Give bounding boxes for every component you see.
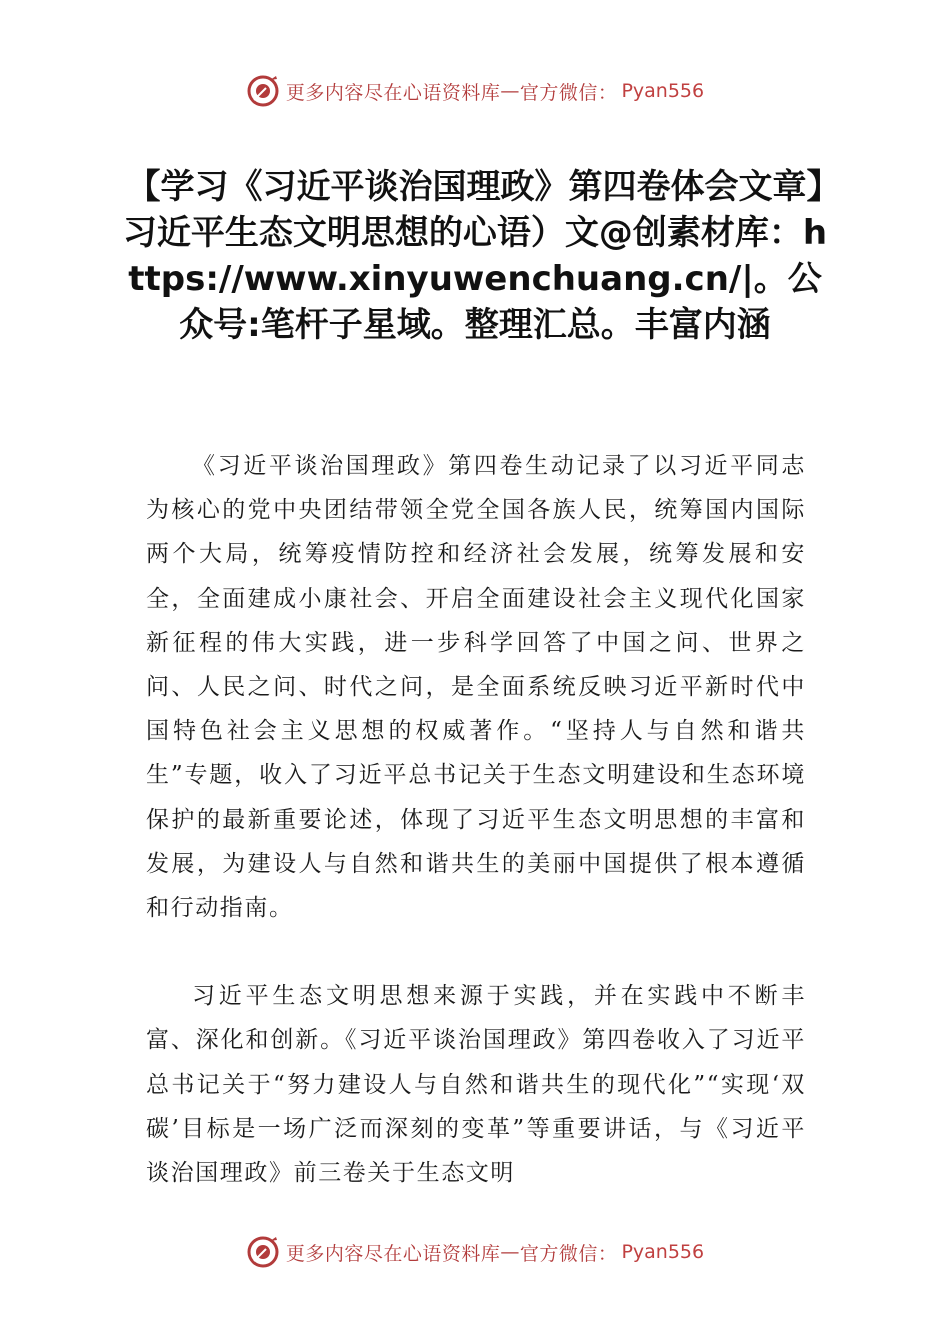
document-title: 【学习《习近平谈治国理政》第四卷体会文章】习近平生态文明思想的心语）文@创素材库：https://www.xinyuwenchuang.cn/|。公众号:笔杆子星域。整理汇总。丰富内涵 [122, 167, 828, 345]
footer-banner-main: 更多内容尽在心语资料库 [285, 1242, 501, 1265]
header-banner-wechat-label: 官方微信： [519, 81, 618, 104]
header-banner [0, 71, 950, 111]
footer-banner-separator: — [500, 1241, 520, 1263]
paragraph-1: 《习近平谈治国理政》第四卷生动记录了以习近平同志为核心的党中央团结带领全党全国各族人民，统筹国内国际两个大局，统筹疫情防控和经济社会发展，统筹发展和安全，全面建成小康社会、开启全面建设社会主义现代化国家新征程的伟大实践，进一步科学回答了中国之问、世界之问、人民之问、时代之问，是全面系统反映习近平新时代中国特色社会主义思想的权威著作。“坚持人与自然和谐共生”专题，收入了习近平总书记关于生态文明建设和生态环境保护的最新重要论述，体现了习近平生态文明思想的丰富和发展，为建设人与自然和谐共生的美丽中国提供了根本遵循和行动指南。 [146, 453, 806, 922]
header-banner-separator: — [500, 80, 520, 102]
paragraph-2: 习近平生态文明思想来源于实践，并在实践中不断丰富、深化和创新。《习近平谈治国理政》第四卷收入了习近平总书记关于“努力建设人与自然和谐共生的现代化”“实现‘双碳’目标是一场广泛而深刻的变革”等重要讲话，与《习近平谈治国理政》前三卷关于生态文明 [146, 983, 806, 1187]
header-banner-wechat-id: Pyan556 [621, 80, 705, 102]
header-banner-main: 更多内容尽在心语资料库 [285, 81, 501, 104]
document-body [146, 444, 806, 1195]
logo-icon [246, 1235, 280, 1269]
footer-banner-wechat-id: Pyan556 [621, 1241, 705, 1263]
footer-banner [0, 1232, 950, 1272]
footer-banner-wechat-label: 官方微信： [519, 1242, 618, 1265]
logo-icon [246, 74, 280, 108]
